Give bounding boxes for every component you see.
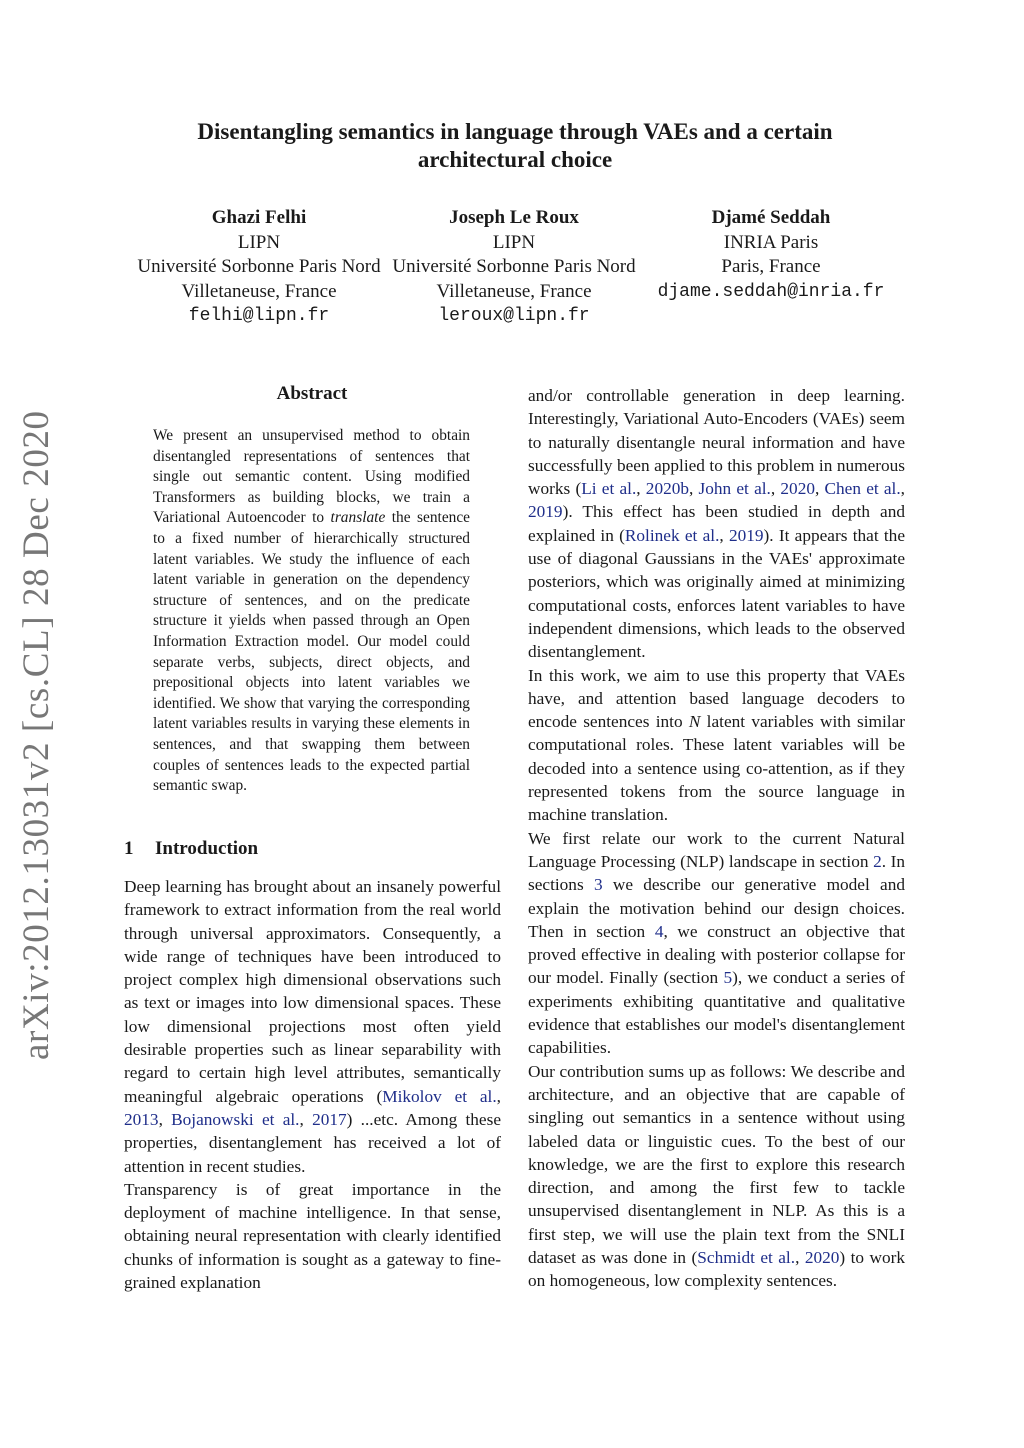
author-name: Joseph Le Roux <box>449 207 579 228</box>
citation-link[interactable]: 2020 <box>804 1247 840 1267</box>
author-location: Villetaneuse, France <box>436 280 592 302</box>
text-run: , <box>795 1247 805 1267</box>
author-name: Ghazi Felhi <box>211 207 307 228</box>
text-run: , <box>770 479 781 499</box>
citation-link[interactable]: Mikolov et al. <box>382 1086 497 1106</box>
author-affiliation: Université Sorbonne Paris Nord <box>137 256 381 277</box>
arxiv-identifier: arXiv:2012.13031v2 [cs.CL] 28 Dec 2020 <box>16 410 57 1060</box>
text-run: ). This effect has been studied in depth and explained in ( <box>528 502 905 545</box>
author-name: Djamé Seddah <box>711 207 831 228</box>
text-run: Deep learning has brought about an insanely powerful framework to extract information from the real world through universal approximators. Consequently, a wide range of techniques have been introduced to project complex high dimensional observations such as text or images into low dimensional spaces. These low dimensional projections most often yield desirable properties such as linear separability with regard to certain high level attributes, semantically meaningful algebraic operations ( <box>124 877 501 1106</box>
text-run: . In sections <box>528 851 905 895</box>
intro-paragraph-1 <box>124 875 501 1178</box>
text-run: ). It appears that the use of diagonal Gaussians in the VAEs' approximate posteriors, which was originally aimed at minimizing computational costs, enforces latent variables to have independent dimensions, which leads to the observed disentanglement. <box>528 525 905 662</box>
citation-link[interactable]: 2019 <box>728 525 764 545</box>
author-email[interactable]: djame.seddah@inria.fr <box>657 281 885 302</box>
abstract-emphasis: translate <box>330 509 386 527</box>
section-heading-introduction <box>124 837 258 861</box>
text-run: and/or controllable generation in deep learning. Interestingly, Variational Auto-Encoders (VAEs) seem to naturally disentangle neural information and have successfully been applied to this problem in numerous works ( <box>528 386 905 499</box>
text-run: latent variables with similar computational roles. These latent variables will be decoded into a sentence using co-attention, as if they represented tokens from the source language in machine translation. <box>528 712 905 825</box>
title-line-2: architectural choice <box>417 147 613 172</box>
text-run: , <box>299 1109 313 1129</box>
author-affiliation: Université Sorbonne Paris Nord <box>392 256 636 277</box>
paper-title <box>140 118 890 174</box>
text-run: we describe our generative model and explain the motivation behind our design choices. Then in section <box>528 875 905 941</box>
citation-link[interactable]: 2013 <box>124 1109 159 1129</box>
text-run: In this work, we aim to use this property that VAEs have, and attention based language decoders to encode sentences into <box>528 665 905 732</box>
title-line-1: Disentangling semantics in language through VAEs and a certain <box>197 119 833 144</box>
text-run: Our contribution sums up as follows: We describe and architecture, and an objective that are capable of singling out semantics in a sentence without using labeled data or linguistic cues. To the best of our knowledge, we are the first to explore this research direction, and among the first few to tackle unsupervised disentanglement in NLP. As this is a first step, we will use the plain text from the SNLI dataset as was done in ( <box>528 1061 905 1267</box>
author-location: Villetaneuse, France <box>181 280 337 302</box>
text-run: , <box>814 479 825 499</box>
author-block-2 <box>382 206 646 329</box>
intro-paragraph-4 <box>528 664 905 827</box>
citation-link[interactable]: John et al. <box>698 479 771 499</box>
abstract-text <box>153 426 470 797</box>
author-block-1 <box>108 206 410 329</box>
intro-paragraph-2: Transparency is of great importance in the deployment of machine intelligence. In that sense, obtaining neural representation with clearly identified chunks of information is sought as a gateway to fine-grained explanation <box>124 1179 501 1293</box>
citation-link[interactable]: 2017 <box>312 1109 347 1129</box>
section-link[interactable]: 3 <box>593 875 603 895</box>
abstract-text-part: the sentence to a fixed number of hierarchically structured latent variables. We study the influence of each latent variable in generation on the dependency structure of sentences, and on the predicate structure it yields when passed through an Open Information Extraction model. Our model could separate verbs, subjects, direct objects, and prepositional objects into latent variables we identified. We show that varying the corresponding latent variables results in varying these elements in sentences, and that swapping them between couples of sentences leads to the expected partial semantic swap. <box>153 509 471 795</box>
math-variable: N <box>688 712 701 732</box>
right-column-body <box>528 384 905 1293</box>
left-column-body <box>124 875 501 1294</box>
intro-paragraph-3 <box>528 384 905 664</box>
text-run: , we construct an objective that proved effective in dealing with posterior collapse for our model. Finally (section <box>528 921 905 988</box>
section-number: 1 <box>124 838 134 859</box>
section-link[interactable]: 4 <box>654 921 664 941</box>
text-run: , <box>900 479 905 499</box>
abstract-text-part: We present an unsupervised method to obtain disentangled representations of sentences that single out semantic content. Using modified Transformers as building blocks, we train a Variational Autoencoder to <box>153 427 470 527</box>
citation-link[interactable]: 2020b <box>645 479 689 499</box>
author-affiliation: LIPN <box>492 231 536 253</box>
section-title: Introduction <box>155 838 259 859</box>
text-run: , <box>636 479 646 499</box>
text-run: , <box>496 1086 501 1106</box>
abstract-heading: Abstract <box>276 383 348 404</box>
author-location: Paris, France <box>721 256 821 277</box>
citation-link[interactable]: 2019 <box>528 502 563 522</box>
citation-link[interactable]: Chen et al. <box>824 479 901 499</box>
citation-link[interactable]: 2020 <box>780 479 815 499</box>
intro-paragraph-5 <box>528 827 905 1060</box>
citation-link[interactable]: Li et al. <box>581 479 637 499</box>
text-run: ) to work on homogeneous, low complexity sentences. <box>528 1247 906 1291</box>
author-affiliation: INRIA Paris <box>723 231 819 253</box>
author-affiliation: LIPN <box>237 231 281 253</box>
citation-link[interactable]: Schmidt et al. <box>697 1247 796 1267</box>
section-link[interactable]: 5 <box>723 968 733 988</box>
author-email[interactable]: leroux@lipn.fr <box>438 306 590 326</box>
text-run: ) ...etc. Among these properties, disentanglement has received a lot of attention in recent studies. <box>124 1109 501 1176</box>
text-run: , <box>689 479 699 499</box>
section-link[interactable]: 2 <box>873 851 882 871</box>
author-block-3 <box>640 206 902 304</box>
citation-link[interactable]: Bojanowski et al. <box>171 1109 300 1129</box>
citation-link[interactable]: Rolinek et al. <box>624 525 720 545</box>
text-run: , <box>719 525 729 545</box>
text-run: , <box>158 1109 172 1129</box>
text-run: ), we conduct a series of experiments exhibiting quantitative and qualitative evidence that establishes our model's disentanglement capabilities. <box>528 968 905 1058</box>
author-email[interactable]: felhi@lipn.fr <box>188 306 330 326</box>
intro-paragraph-6 <box>528 1060 905 1293</box>
text-run: We first relate our work to the current Natural Language Processing (NLP) landscape in section <box>528 828 905 871</box>
